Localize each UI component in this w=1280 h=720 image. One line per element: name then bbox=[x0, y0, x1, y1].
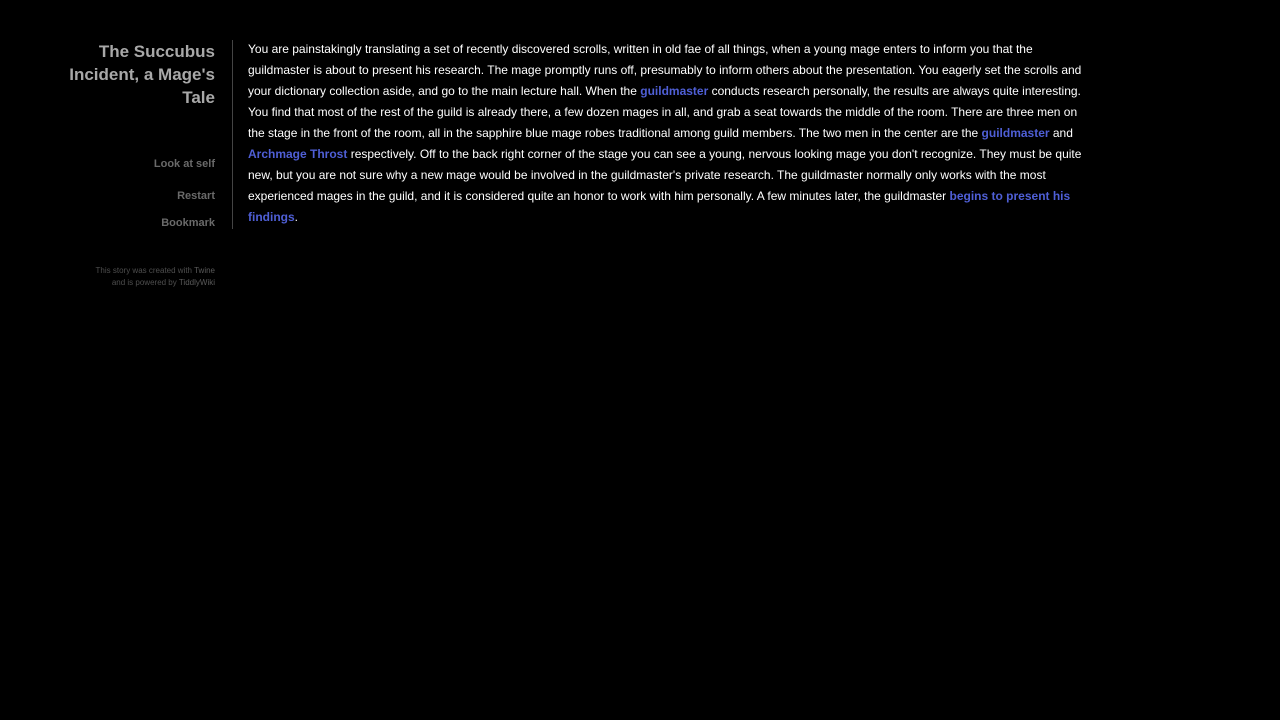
begins-to-present-link[interactable]: begins to present his findings bbox=[248, 189, 1071, 224]
restart-link[interactable]: Restart bbox=[177, 190, 215, 202]
passage-text: . bbox=[294, 210, 299, 224]
bookmark-link[interactable]: Bookmark bbox=[161, 217, 215, 229]
sidebar-menu bbox=[60, 156, 215, 231]
passage-text: conducts research personally, the results are always quite interesting. You find that most of the rest of the guild is already there, a few dozen mages in all, and grab a seat towards the middle of the room. There are three men on the stage in the front of the room, all in the sapphire blue mage robes traditional among guild members. The two men in the center are the bbox=[248, 84, 1081, 140]
sidebar-divider bbox=[232, 40, 233, 229]
guildmaster-link[interactable]: guildmaster bbox=[981, 126, 1050, 140]
passage-text: and bbox=[1049, 126, 1073, 140]
archmage-throst-link[interactable]: Archmage Throst bbox=[248, 147, 348, 161]
tiddlywiki-link[interactable]: TiddlyWiki bbox=[178, 278, 215, 287]
credits bbox=[60, 265, 215, 289]
story-passage bbox=[248, 39, 1090, 228]
guildmaster-link[interactable]: guildmaster bbox=[640, 84, 709, 98]
sidebar bbox=[60, 40, 215, 289]
passage-text: respectively. Off to the back right corner of the stage you can see a young, nervous looking mage you don't recognize. They must be quite new, but you are not sure why a new mage would be involved in the guildmaster's private research. The guildmaster normally only works with the most experienced mages in the guild, and it is considered quite an honor to work with him personally. A few minutes later, the guildmaster bbox=[248, 147, 1082, 203]
credits-text-2: and is powered by bbox=[111, 278, 179, 287]
story-title: The Succubus Incident, a Mage's Tale bbox=[69, 42, 215, 107]
credits-text-1: This story was created with bbox=[95, 266, 195, 275]
twine-link[interactable]: Twine bbox=[194, 266, 215, 275]
passage-text: You are painstakingly translating a set of recently discovered scrolls, written in old fae of all things, when a young mage enters to inform you that the guildmaster is about to present his research. The mage promptly runs off, presumably to inform others about the presentation. You eagerly set the scrolls and your dictionary collection aside, and go to the main lecture hall. When the bbox=[248, 42, 1082, 98]
look-at-self-link[interactable]: Look at self bbox=[153, 158, 215, 170]
